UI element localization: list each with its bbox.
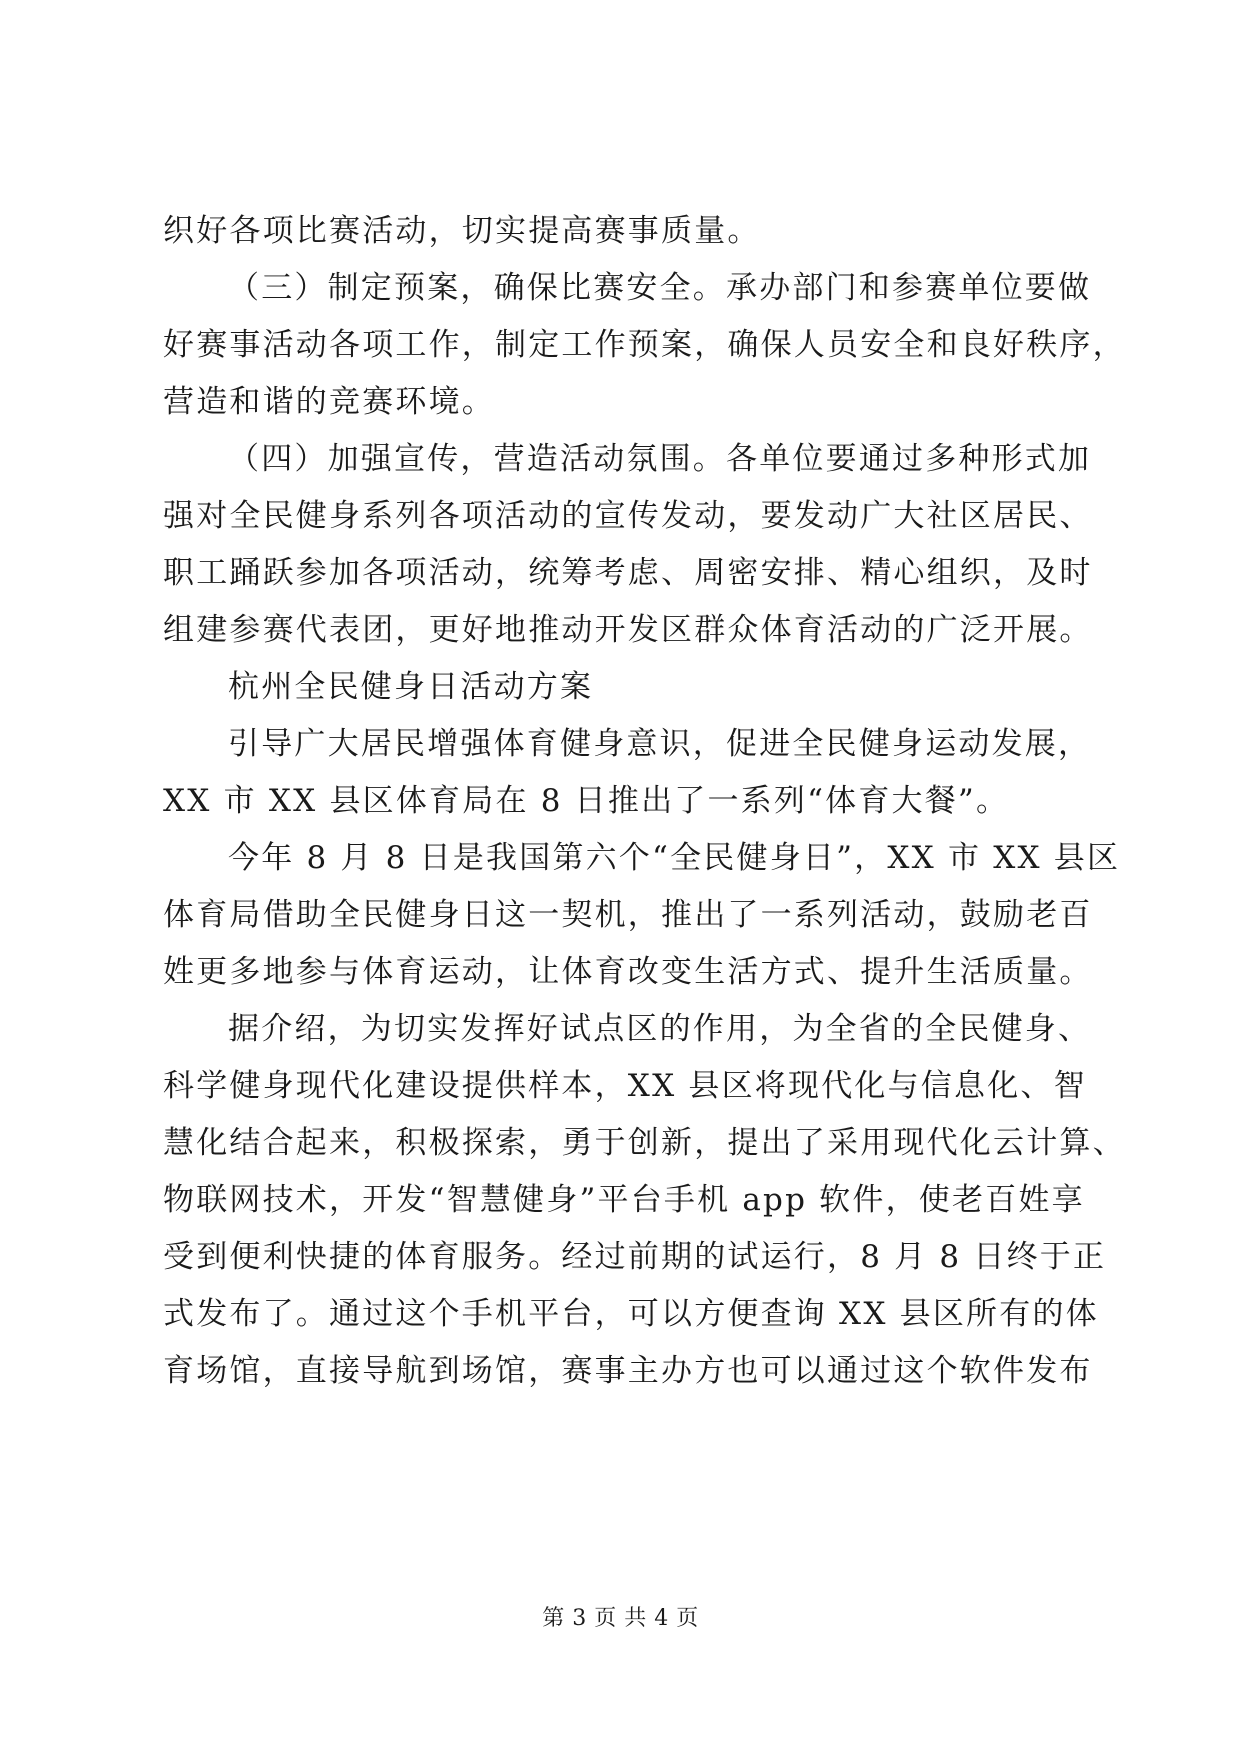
body-line-21: 育场馆，直接导航到场馆，赛事主办方也可以通过这个软件发布 xyxy=(163,1353,1093,1389)
body-line-16: 科学健身现代化建设提供样本，XX 县区将现代化与信息化、智 xyxy=(163,1068,1087,1104)
body-line-6: 强对全民健身系列各项活动的宣传发动，要发动广大社区居民、 xyxy=(163,498,1093,534)
body-line-14: 姓更多地参与体育运动，让体育改变生活方式、提升生活质量。 xyxy=(163,954,1093,990)
body-line-10: 引导广大居民增强体育健身意识，促进全民健身运动发展， xyxy=(228,726,1092,762)
body-line-4: 营造和谐的竞赛环境。 xyxy=(163,384,495,420)
body-line-13: 体育局借助全民健身日这一契机，推出了一系列活动，鼓励老百 xyxy=(163,897,1093,933)
body-line-17: 慧化结合起来，积极探索，勇于创新，提出了采用现代化云计算、 xyxy=(163,1125,1126,1161)
body-line-12: 今年 8 月 8 日是我国第六个“全民健身日”，XX 市 XX 县区 xyxy=(228,840,1121,876)
body-line-3: 好赛事活动各项工作，制定工作预案，确保人员安全和良好秩序， xyxy=(163,327,1126,363)
body-line-19: 受到便利快捷的体育服务。经过前期的试运行，8 月 8 日终于正 xyxy=(163,1239,1107,1275)
page-footer: 第 3 页 共 4 页 xyxy=(542,1606,699,1631)
body-line-2: （三）制定预案，确保比赛安全。承办部门和参赛单位要做 xyxy=(228,270,1092,306)
body-line-1: 织好各项比赛活动，切实提高赛事质量。 xyxy=(163,213,761,249)
body-line-8: 组建参赛代表团，更好地推动开发区群众体育活动的广泛开展。 xyxy=(163,612,1093,648)
body-line-18: 物联网技术，开发“智慧健身”平台手机 app 软件，使老百姓享 xyxy=(163,1182,1085,1218)
body-line-7: 职工踊跃参加各项活动，统筹考虑、周密安排、精心组织，及时 xyxy=(163,555,1093,591)
body-line-11: XX 市 XX 县区体育局在 8 日推出了一系列“体育大餐”。 xyxy=(163,783,1010,819)
section-heading: 杭州全民健身日活动方案 xyxy=(228,669,594,705)
body-line-5: （四）加强宣传，营造活动氛围。各单位要通过多种形式加 xyxy=(228,441,1092,477)
body-line-15: 据介绍，为切实发挥好试点区的作用，为全省的全民健身、 xyxy=(228,1011,1092,1047)
body-line-20: 式发布了。通过这个手机平台，可以方便查询 XX 县区所有的体 xyxy=(163,1296,1099,1332)
